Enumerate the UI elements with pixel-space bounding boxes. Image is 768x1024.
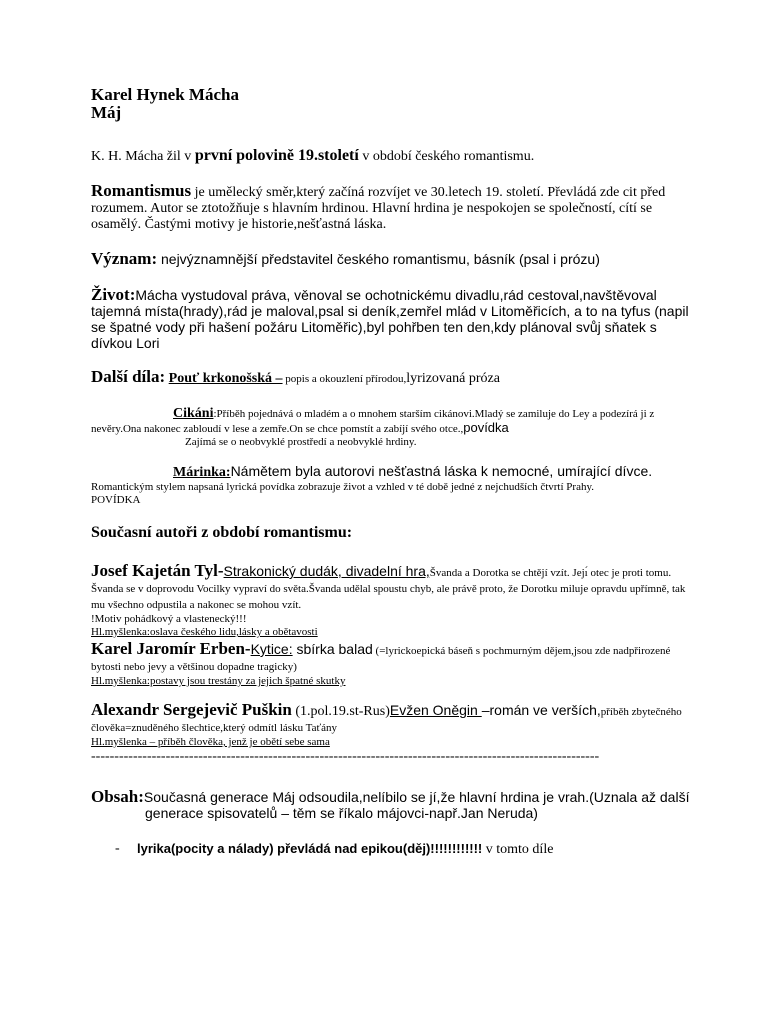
- obsah-term: Obsah:: [91, 787, 144, 806]
- zivot-term: Život:: [91, 285, 136, 304]
- document-page: [91, 86, 691, 858]
- cikani-paragraph: Cikáni:Příběh pojednává o mladém a o mnohem starším cikánovi.Mladý se zamiluje do Ley a podezírá ji z nevěry.Ona nakonec zabloudí v lese a zemře.On se chce pomstít a zabíjí svého otce.,povídka: [91, 406, 655, 435]
- tyl-motiv: !Motiv pohádkový a vlastenecký!!!: [91, 613, 247, 625]
- marinka-line2: Romantickým stylem napsaná lyrická povídka zobrazuje život a vzhled v té době jedné z nejchudších čtvrtí Prahy.: [91, 481, 594, 493]
- intro-bold: první polovině 19.století: [194, 147, 359, 164]
- erben-block: [91, 641, 691, 688]
- pout-krkonosska-title: Pouť krkonošská –: [168, 371, 283, 386]
- intro-paragraph: K. H. Mácha žil v první polovině 19.století v období českého romantismu.: [91, 147, 535, 164]
- soucasni-heading: Současní autoři z období romantismu:: [91, 524, 353, 541]
- cikani-title: Cikáni: [173, 406, 214, 421]
- erben-paragraph: Karel Jaromír Erben-Kytice: sbírka balad (=lyrickoepická báseň s pochmurným dějem,jsou zde nadpřirozené bytosti nebo jevy a většinou dopadne tragicky): [91, 639, 671, 673]
- dalsi-dila-term: Další díla:: [91, 367, 166, 386]
- doc-title-author: Karel Hynek Mácha: [91, 85, 239, 104]
- romantismus-paragraph: Romantismus je umělecký směr,který začíná rozvíjet ve 30.letech 19. století. Převládá zde cit před rozumem. Autor se ztotožňuje s hlavním hrdinou. Hlavní hrdina je nespokojen se společností, cítí se osamělý. Častými motivy je historie,nešťastná láska.: [91, 181, 666, 232]
- bullet-text: lyrika(pocity a nálady) převládá nad epikou(děj)!!!!!!!!!!!! v tomto díle: [137, 841, 554, 857]
- obsah-paragraph: Obsah:Současná generace Máj odsoudila,nelíbilo se jí,že hlavní hrdina je vrah.(Uznala až další generace spisovatelů – těm se říkalo májovci-např.Jan Neruda): [91, 787, 690, 821]
- romantismus-term: Romantismus: [91, 181, 192, 200]
- erben-work: Kytice:: [250, 641, 293, 657]
- tyl-paragraph: Josef Kajetán Tyl-Strakonický dudák, divadelní hra,Švanda a Dorotka se chtějí vzít. Jejı́ otec je proti tomu. Švanda se v doprovodu Vocilky vypraví do světa.Švanda udělal spoustu chyb, ale právě proto, že Dorotku miluje opravdu upřímně, tak mu všechno odpustila a nakonec se mohou vzít.: [91, 561, 686, 611]
- puskin-block: [91, 702, 691, 765]
- tyl-myslenka: Hl.myšlenka:oslava českého lidu,lásky a obětavosti: [91, 626, 318, 638]
- zivot-paragraph: Život:Mácha vystudoval práva, věnoval se ochotnickému divadlu,rád cestoval,navštěvoval tajemná místa(hrady),rád je maloval,psal si deník,zemřel mlád v Litoměřicích, a to na tyfus (napil se špatné vody při hašení požáru Litoměřic),byl pohřben ten den,kdy plánoval svůj sňatek s dívkou Lori: [91, 285, 689, 351]
- puskin-paragraph: Alexandr Sergejevič Puškin (1.pol.19.st-Rus)Evžen Oněgin –román ve verších,příběh zbytečného člověka=znuděného šlechtice,který odmítl lásku Taťány: [91, 700, 682, 734]
- vyznam-paragraph: Význam: nejvýznamnější představitel českého romantismu, básník (psal i prózu): [91, 249, 600, 268]
- marinka-block: [91, 463, 691, 507]
- erben-name: Karel Jaromír Erben-: [91, 639, 251, 658]
- tyl-name: Josef Kajetán Tyl-: [91, 561, 224, 580]
- cikani-block: [91, 407, 691, 449]
- divider-rule: -------------------------------------------------------------------------------------------------------------: [91, 749, 600, 764]
- doc-title-work: Máj: [91, 103, 122, 122]
- erben-myslenka: Hl.myšlenka:postavy jsou trestány za jejich špatné skutky: [91, 675, 346, 687]
- puskin-name: Alexandr Sergejevič Puškin: [91, 700, 292, 719]
- marinka-paragraph: Márinka:Námětem byla autorovi nešťastná láska k nemocné, umírající dívce.: [173, 463, 653, 480]
- cikani-line2: Zajímá se o neobvyklé prostředí a neobvyklé hrdiny.: [185, 436, 417, 448]
- marinka-title: Márinka:: [173, 465, 231, 480]
- bullet-item: [91, 841, 691, 858]
- marinka-line3: POVÍDKA: [91, 494, 141, 506]
- vyznam-term: Význam:: [91, 249, 158, 268]
- dalsi-dila-paragraph: Další díla: Pouť krkonošská – popis a okouzlení přírodou,lyrizovaná próza: [91, 367, 500, 386]
- bullet-dash: -: [115, 841, 120, 856]
- obsah-block: [91, 789, 691, 821]
- puskin-myslenka: Hl.myšlenka – příběh člověka, jenž je obětí sebe sama: [91, 736, 330, 748]
- tyl-block: [91, 563, 691, 639]
- puskin-work: Evžen Oněgin: [389, 702, 482, 718]
- tyl-work: Strakonický dudák, divadelní hra,: [223, 563, 430, 579]
